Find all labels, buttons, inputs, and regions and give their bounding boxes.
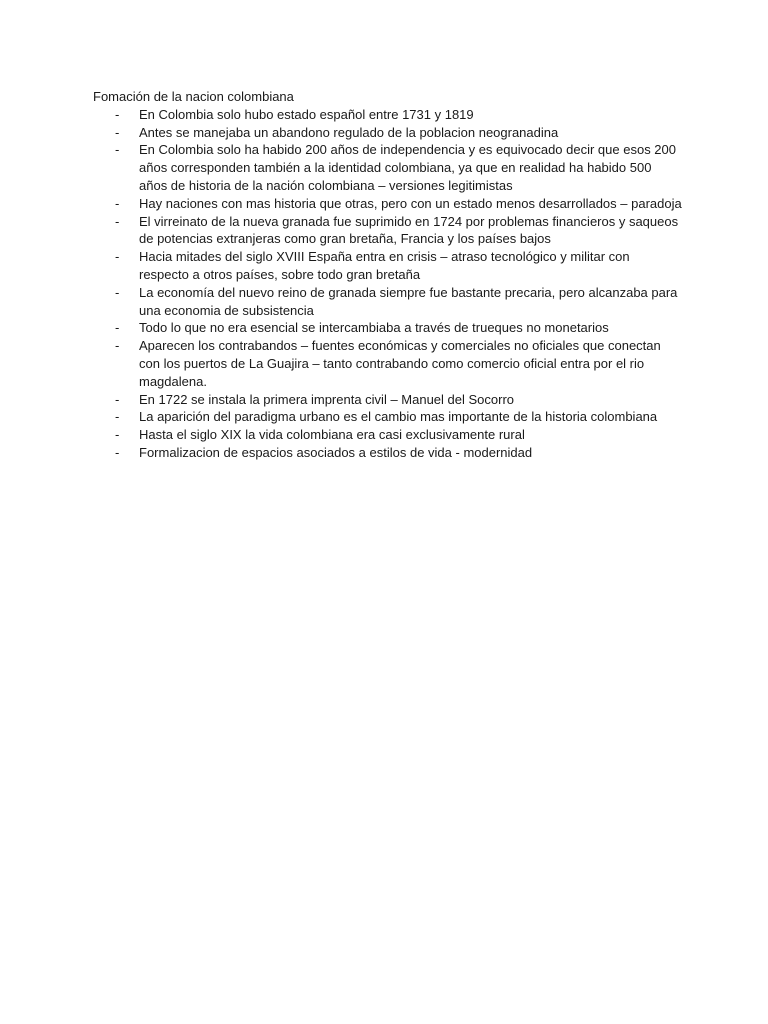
- bullet-list: [93, 106, 683, 462]
- list-item-text: El virreinato de la nueva granada fue suprimido en 1724 por problemas financieros y saqueos de potencias extranjeras como gran bretaña, Francia y los países bajos: [139, 213, 679, 247]
- bullet-marker: -: [115, 142, 120, 158]
- list-item: [93, 319, 683, 337]
- list-item: [93, 284, 683, 320]
- list-item-text: Hasta el siglo XIX la vida colombiana era casi exclusivamente rural: [139, 427, 525, 443]
- list-item: [93, 248, 683, 284]
- list-item: [93, 426, 683, 444]
- list-item-text: Todo lo que no era esencial se intercambiaba a través de trueques no monetarios: [139, 320, 609, 336]
- bullet-marker: -: [115, 427, 120, 443]
- bullet-marker: -: [115, 195, 120, 211]
- list-item-text: Formalizacion de espacios asociados a estilos de vida - modernidad: [139, 444, 533, 460]
- bullet-marker: -: [115, 320, 120, 336]
- list-item-text: En 1722 se instala la primera imprenta civil – Manuel del Socorro: [139, 391, 515, 407]
- list-item-text: Hay naciones con mas historia que otras, pero con un estado menos desarrollados – paradoja: [139, 195, 682, 211]
- document-title: Fomación de la nacion colombiana: [93, 89, 294, 104]
- list-item-text: En Colombia solo hubo estado español entre 1731 y 1819: [139, 106, 474, 122]
- list-item: [93, 337, 683, 390]
- list-item-text: La economía del nuevo reino de granada siempre fue bastante precaria, pero alcanzaba para una economia de subsistencia: [139, 284, 678, 318]
- bullet-marker: -: [115, 391, 120, 407]
- bullet-marker: -: [115, 444, 120, 460]
- list-item: [93, 195, 683, 213]
- list-item: [93, 213, 683, 249]
- list-item: [93, 106, 683, 124]
- list-item: [93, 141, 683, 194]
- list-item-text: En Colombia solo ha habido 200 años de independencia y es equivocado decir que esos 200 años corresponden también a la identidad colombiana, ya que en realidad ha habido 500 años de historia de la nación colombiana – versiones legitimistas: [139, 142, 676, 193]
- bullet-marker: -: [115, 338, 120, 354]
- list-item-text: Aparecen los contrabandos – fuentes económicas y comerciales no oficiales que conectan con los puertos de La Guajira – tanto contrabando como comercio oficial entra por el rio magdalena.: [139, 338, 661, 389]
- bullet-marker: -: [115, 106, 120, 122]
- bullet-marker: -: [115, 284, 120, 300]
- bullet-marker: -: [115, 124, 120, 140]
- list-item-text: La aparición del paradigma urbano es el cambio mas importante de la historia colombiana: [139, 409, 658, 425]
- list-item: [93, 124, 683, 142]
- list-item-text: Antes se manejaba un abandono regulado de la poblacion neogranadina: [139, 124, 559, 140]
- list-item: [93, 408, 683, 426]
- list-item: [93, 444, 683, 462]
- document-body: [93, 88, 683, 462]
- list-item-text: Hacia mitades del siglo XVIII España entra en crisis – atraso tecnológico y militar con respecto a otros países, sobre todo gran bretaña: [139, 249, 630, 282]
- bullet-marker: -: [115, 213, 120, 229]
- bullet-marker: -: [115, 409, 120, 425]
- bullet-marker: -: [115, 249, 120, 265]
- list-item: [93, 391, 683, 409]
